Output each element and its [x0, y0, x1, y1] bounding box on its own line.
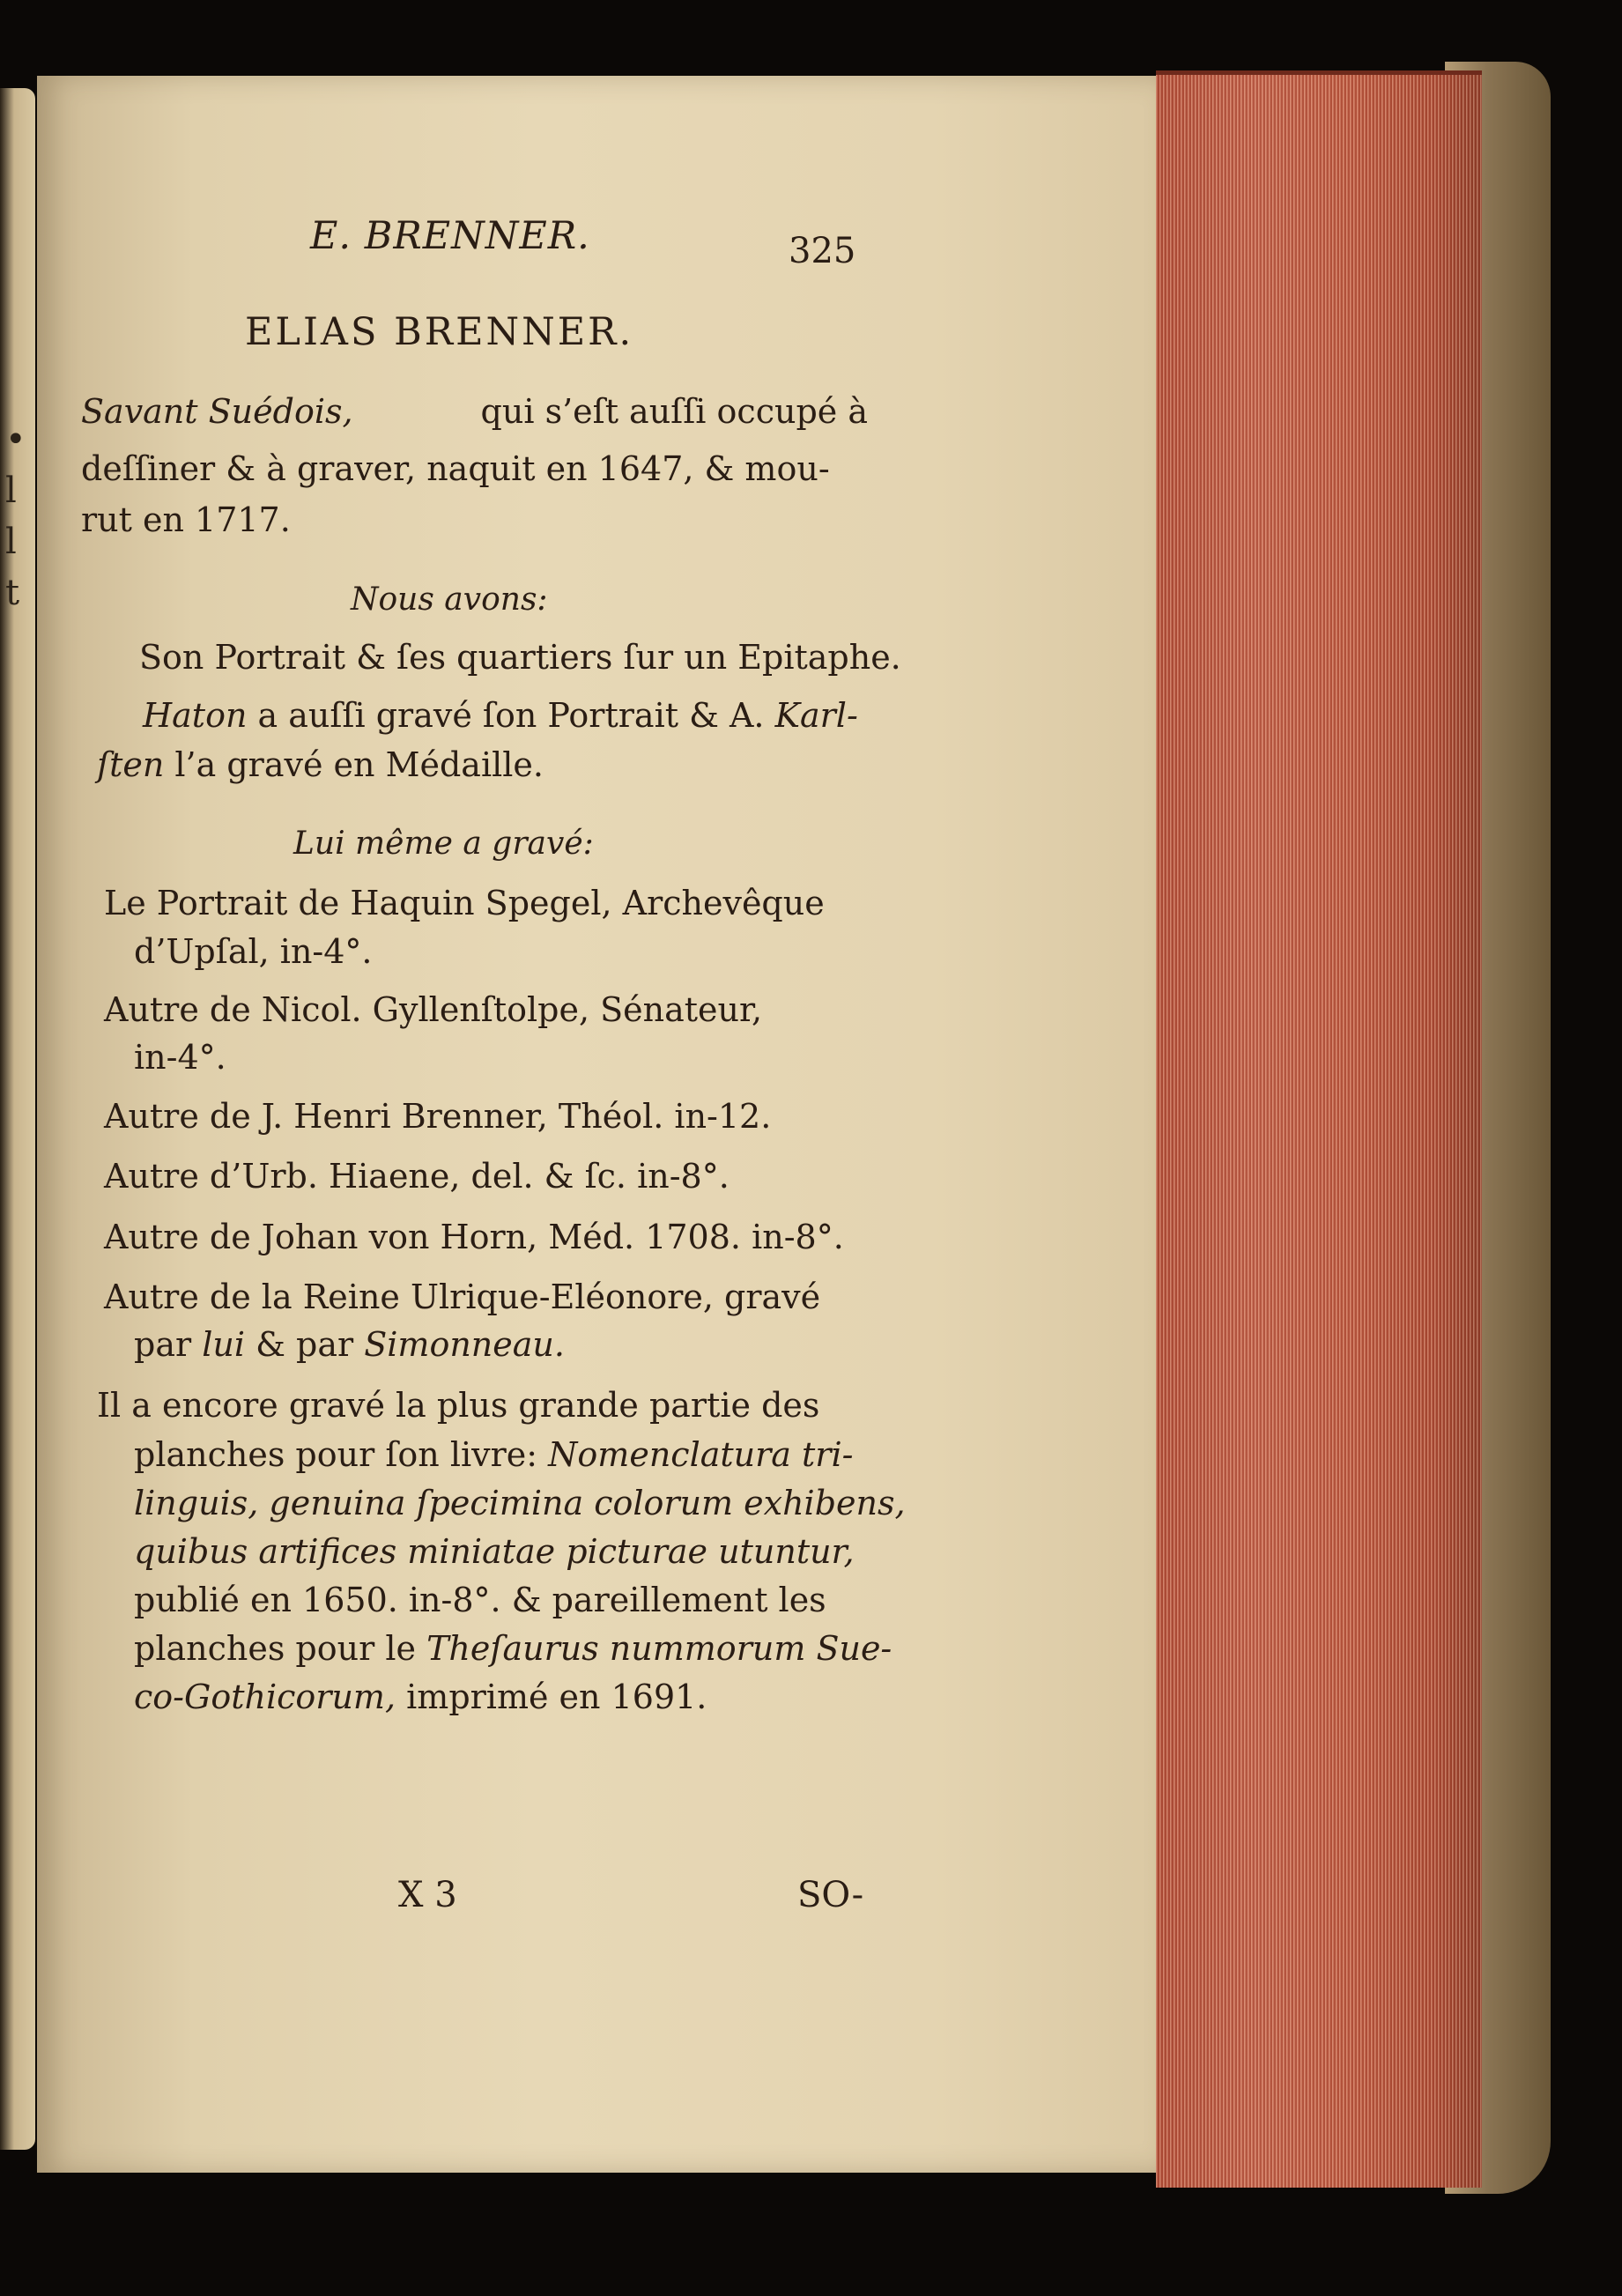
intro-line-3: rut en 1717. — [81, 500, 291, 539]
haton-line — [143, 696, 858, 735]
medaille-line — [97, 745, 544, 784]
closing-line-2 — [134, 1435, 853, 1474]
haton-text: a auſſi gravé ſon Portrait & A. — [247, 696, 775, 735]
last-item-c: & par — [245, 1325, 365, 1364]
list-item: Autre de la Reine Ulrique-Eléonore, gravé — [104, 1278, 821, 1316]
list-item: in-4°. — [134, 1038, 226, 1077]
signature-mark: X 3 — [398, 1875, 457, 1915]
list-item: Le Portrait de Haquin Spegel, Archevêque — [104, 884, 825, 922]
closing-line-3: linguis, genuina ſpecimina colorum exhibens, — [134, 1484, 906, 1522]
intro-text: qui s’eſt auſſi occupé à — [480, 392, 868, 431]
list-item: d’Upſal, in-4°. — [134, 932, 373, 971]
name-karlsten-end: ſten — [97, 745, 165, 784]
prev-mark: • — [5, 419, 26, 460]
last-item-simonneau: Simonneau. — [364, 1325, 565, 1364]
last-item-a: par — [134, 1325, 203, 1364]
last-item-lui: lui — [202, 1325, 246, 1364]
list-item — [134, 1325, 565, 1364]
list-item: Autre de Johan von Horn, Méd. 1708. in-8°. — [104, 1218, 844, 1256]
list-item: Autre de J. Henri Brenner, Théol. in-12. — [104, 1097, 772, 1136]
closing-l7-a: co-Gothicorum, — [134, 1678, 396, 1716]
intro-line-2: deſſiner & à graver, naquit en 1647, & mou- — [81, 449, 830, 488]
closing-line-1: Il a encore gravé la plus grande partie des — [97, 1386, 820, 1425]
closing-line-4: quibus artifices miniatae picturae utuntur, — [134, 1532, 855, 1571]
closing-l6-a: planches pour le — [134, 1629, 427, 1668]
prev-mark: l — [5, 522, 17, 562]
catchword: SO- — [797, 1875, 864, 1915]
closing-l2-a: planches pour ſon livre: — [134, 1435, 549, 1474]
closing-line-7 — [134, 1678, 707, 1716]
name-haton: Haton — [143, 696, 248, 735]
list-item: Autre de Nicol. Gyllenſtolpe, Sénateur, — [104, 990, 763, 1029]
portrait-line: Son Portrait & ſes quartiers ſur un Epitaphe. — [139, 638, 901, 677]
intro-line-1 — [81, 392, 868, 431]
closing-l6-b: Theſaurus nummorum Sue- — [426, 1629, 892, 1668]
prev-mark: l — [5, 470, 17, 511]
page-number: 325 — [789, 231, 856, 271]
closing-l2-b: Nomenclatura tri- — [548, 1435, 854, 1474]
entry-title: ELIAS BRENNER. — [245, 310, 634, 354]
intro-name: Savant Suédois, — [81, 392, 353, 431]
list-item: Autre d’Urb. Hiaene, del. & ſc. in-8°. — [104, 1157, 730, 1196]
section-heading-nous-avons: Nous avons: — [351, 581, 548, 618]
running-title: E. BRENNER. — [310, 214, 590, 258]
medaille-text: l’a gravé en Médaille. — [164, 745, 544, 784]
section-heading-lui-meme: Lui même a gravé: — [293, 826, 594, 862]
closing-line-5: publié en 1650. in-8°. & pareillement les — [134, 1581, 826, 1619]
closing-line-6 — [134, 1629, 892, 1668]
name-karlsten: Karl- — [774, 696, 858, 735]
closing-l7-b: imprimé en 1691. — [396, 1678, 707, 1716]
prev-mark: t — [5, 573, 20, 613]
